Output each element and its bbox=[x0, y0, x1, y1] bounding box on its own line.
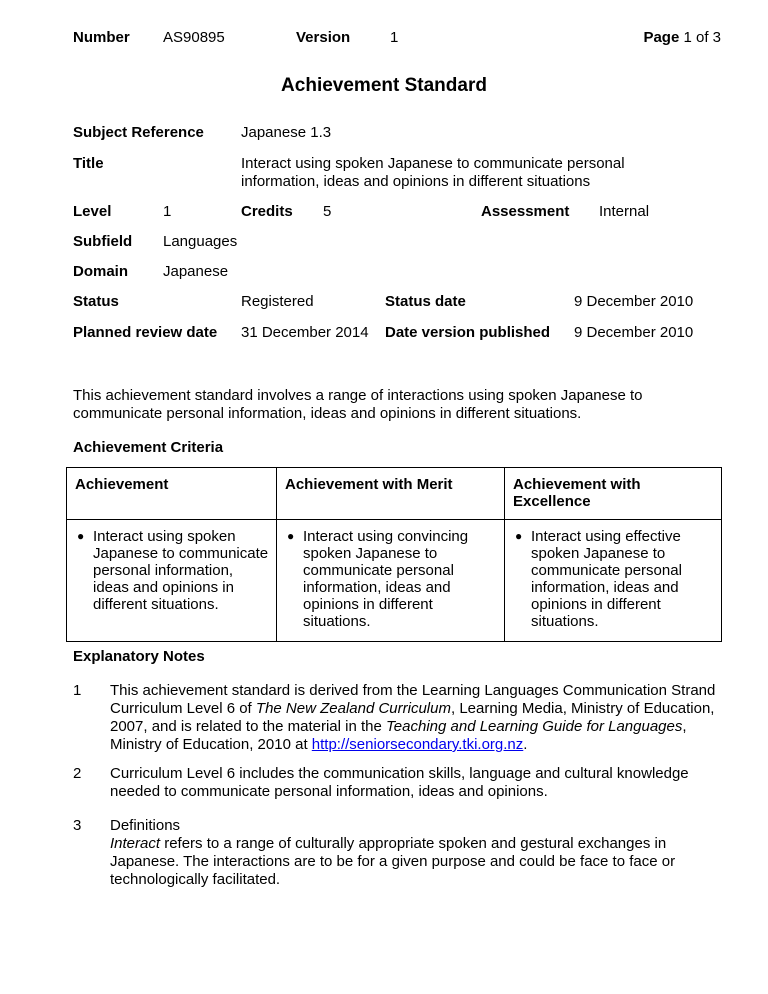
criteria-cell-achievement bbox=[67, 520, 277, 642]
note-2-number: 2 bbox=[73, 765, 82, 782]
notes-heading: Explanatory Notes bbox=[73, 648, 205, 665]
criteria-header-excellence: Achievement with Excellence bbox=[505, 468, 722, 520]
senior-secondary-link[interactable]: http://seniorsecondary.tki.org.nz bbox=[311, 736, 524, 753]
note-3-term: Interact bbox=[110, 835, 161, 852]
criteria-header-achievement: Achievement bbox=[67, 468, 277, 520]
criteria-row bbox=[67, 520, 722, 642]
level-value: 1 bbox=[163, 203, 172, 220]
domain-label: Domain bbox=[73, 263, 129, 280]
page-label: Page bbox=[643, 29, 680, 46]
status-value: Registered bbox=[241, 293, 314, 310]
note-1-text bbox=[110, 682, 725, 754]
status-label: Status bbox=[73, 293, 119, 310]
criteria-table bbox=[66, 467, 722, 642]
page-title: Achievement Standard bbox=[281, 75, 487, 96]
criteria-cell-excellence bbox=[505, 520, 722, 642]
note-3-number: 3 bbox=[73, 817, 82, 834]
assessment-value: Internal bbox=[599, 203, 650, 220]
date-published-value: 9 December 2010 bbox=[574, 324, 694, 341]
date-published-label: Date version published bbox=[385, 324, 551, 341]
version-label: Version bbox=[296, 29, 351, 46]
subject-reference-value: Japanese 1.3 bbox=[241, 124, 332, 141]
version-value: 1 bbox=[390, 29, 399, 46]
bullet-icon: ● bbox=[77, 529, 85, 543]
note-3-definition: refers to a range of culturally appropriate spoken and gestural exchanges in Japanese. The interactions are to be for a given purpose and could be face to face or technologically facilitated. bbox=[110, 835, 676, 888]
credits-label: Credits bbox=[241, 203, 293, 220]
criterion-text: Interact using effective spoken Japanese to communicate personal information, ideas and opinions in different situations. bbox=[531, 528, 682, 630]
bullet-icon: ● bbox=[515, 529, 523, 543]
number-label: Number bbox=[73, 29, 130, 46]
subject-reference-label: Subject Reference bbox=[73, 124, 204, 141]
criteria-header-row bbox=[67, 468, 722, 520]
page-indicator bbox=[643, 29, 721, 47]
criteria-header-merit: Achievement with Merit bbox=[277, 468, 505, 520]
planned-review-label: Planned review date bbox=[73, 324, 218, 341]
status-date-label: Status date bbox=[385, 293, 466, 310]
credits-value: 5 bbox=[323, 203, 332, 220]
note-1-part3: , Ministry of Education, 2010 at bbox=[110, 718, 687, 753]
note-3-text bbox=[110, 817, 725, 889]
assessment-label: Assessment bbox=[481, 203, 570, 220]
note-1-curriculum-title: The New Zealand Curriculum bbox=[255, 700, 451, 717]
criterion-text: Interact using convincing spoken Japanese to communicate personal information, ideas and opinions in different situations. bbox=[303, 528, 469, 630]
note-1-part1: This achievement standard is derived from the Learning Languages Communication Strand Curriculum Level 6 of bbox=[110, 682, 716, 717]
bullet-icon: ● bbox=[287, 529, 295, 543]
page-value: 1 of 3 bbox=[683, 29, 721, 46]
note-1-part2: , Learning Media, Ministry of Education, 2007, and is related to the material in the bbox=[110, 700, 715, 735]
note-1-number: 1 bbox=[73, 682, 82, 699]
criterion-text: Interact using spoken Japanese to communicate personal information, ideas and opinions in different situations. bbox=[93, 528, 269, 613]
criteria-heading: Achievement Criteria bbox=[73, 439, 224, 456]
subfield-value: Languages bbox=[163, 233, 238, 250]
note-1-guide-title: Teaching and Learning Guide for Languages bbox=[386, 718, 683, 735]
title-label: Title bbox=[73, 155, 104, 172]
intro-paragraph: This achievement standard involves a range of interactions using spoken Japanese to communicate personal information, ideas and opinions in different situations. bbox=[73, 387, 643, 422]
number-value: AS90895 bbox=[163, 29, 225, 46]
domain-value: Japanese bbox=[163, 263, 229, 280]
note-1-part4: . bbox=[523, 736, 528, 753]
criteria-cell-merit bbox=[277, 520, 505, 642]
planned-review-value: 31 December 2014 bbox=[241, 324, 369, 341]
status-date-value: 9 December 2010 bbox=[574, 293, 694, 310]
note-3-heading: Definitions bbox=[110, 817, 181, 834]
level-label: Level bbox=[73, 203, 112, 220]
title-value: Interact using spoken Japanese to communicate personal information, ideas and opinions in different situations bbox=[241, 155, 625, 190]
note-2-text: Curriculum Level 6 includes the communication skills, language and cultural knowledge needed to communicate personal information, ideas and opinions. bbox=[110, 765, 689, 800]
subfield-label: Subfield bbox=[73, 233, 133, 250]
